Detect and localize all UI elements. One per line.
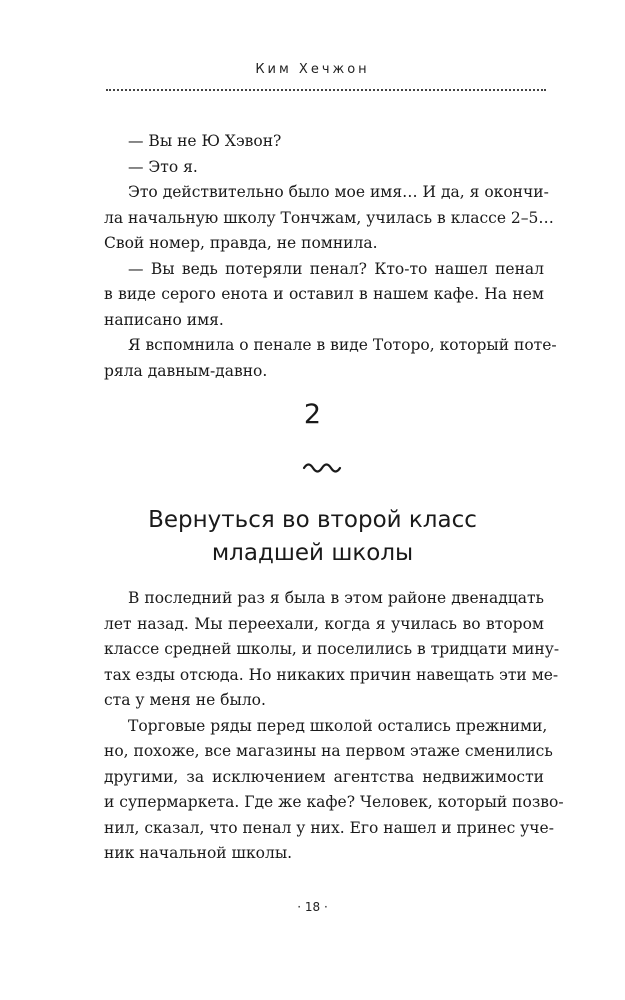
- text-line: ряла давным-давно.: [104, 361, 268, 380]
- text-line: ста у меня не было.: [104, 691, 266, 709]
- text-line: но, похоже, все магазины на первом этаже сменились: [104, 742, 553, 760]
- chapter-title-line: Вернуться во второй класс: [148, 507, 477, 533]
- text-line: В последний раз я была в этом районе двенадцать: [128, 589, 544, 607]
- text-line: — Это я.: [128, 157, 198, 176]
- text-line: Свой номер, правда, не помнила.: [104, 234, 378, 252]
- chapter-title-line: младшей школы: [211, 540, 414, 566]
- text-line: — Вы не Ю Хэвон?: [128, 132, 282, 150]
- chapter-body: [104, 586, 564, 867]
- chapter-title: [0, 504, 625, 570]
- text-line: и супермаркета. Где же кафе? Человек, который позво-: [104, 793, 564, 811]
- text-line: тах езды отсюда. Но никаких причин навещать эти ме-: [104, 665, 559, 684]
- text-line: в виде серого енота и оставил в нашем кафе. На нем: [104, 285, 544, 303]
- dialogue-section: [104, 129, 557, 384]
- text-line: другими, за исключением агентства недвижимости: [104, 767, 544, 786]
- text-line: Это действительно было мое имя… И да, я окончи-: [128, 183, 549, 201]
- text-line: написано имя.: [104, 310, 224, 329]
- text-line: Я вспомнила о пенале в виде Тоторо, который поте-: [128, 336, 557, 354]
- chapter-number: 2: [303, 399, 322, 430]
- text-line: нил, сказал, что пенал у них. Его нашел и принес уче-: [104, 818, 554, 837]
- text-line: — Вы ведь потеряли пенал? Кто-то нашел пенал: [128, 259, 544, 278]
- text-line: ла начальную школу Тончжам, училась в классе 2–5…: [104, 208, 554, 227]
- page-number: · 18 ·: [297, 900, 328, 914]
- text-line: классе средней школы, и поселились в тридцати мину-: [104, 640, 560, 658]
- text-line: ник начальной школы.: [104, 844, 293, 862]
- wave-ornament-icon: [302, 459, 344, 473]
- header-dotted-rule: [106, 89, 546, 91]
- text-line: Торговые ряды перед школой остались прежними,: [128, 716, 548, 735]
- text-line: лет назад. Мы переехали, когда я училась во втором: [104, 614, 544, 633]
- running-header-author: Ким Хечжон: [255, 62, 370, 77]
